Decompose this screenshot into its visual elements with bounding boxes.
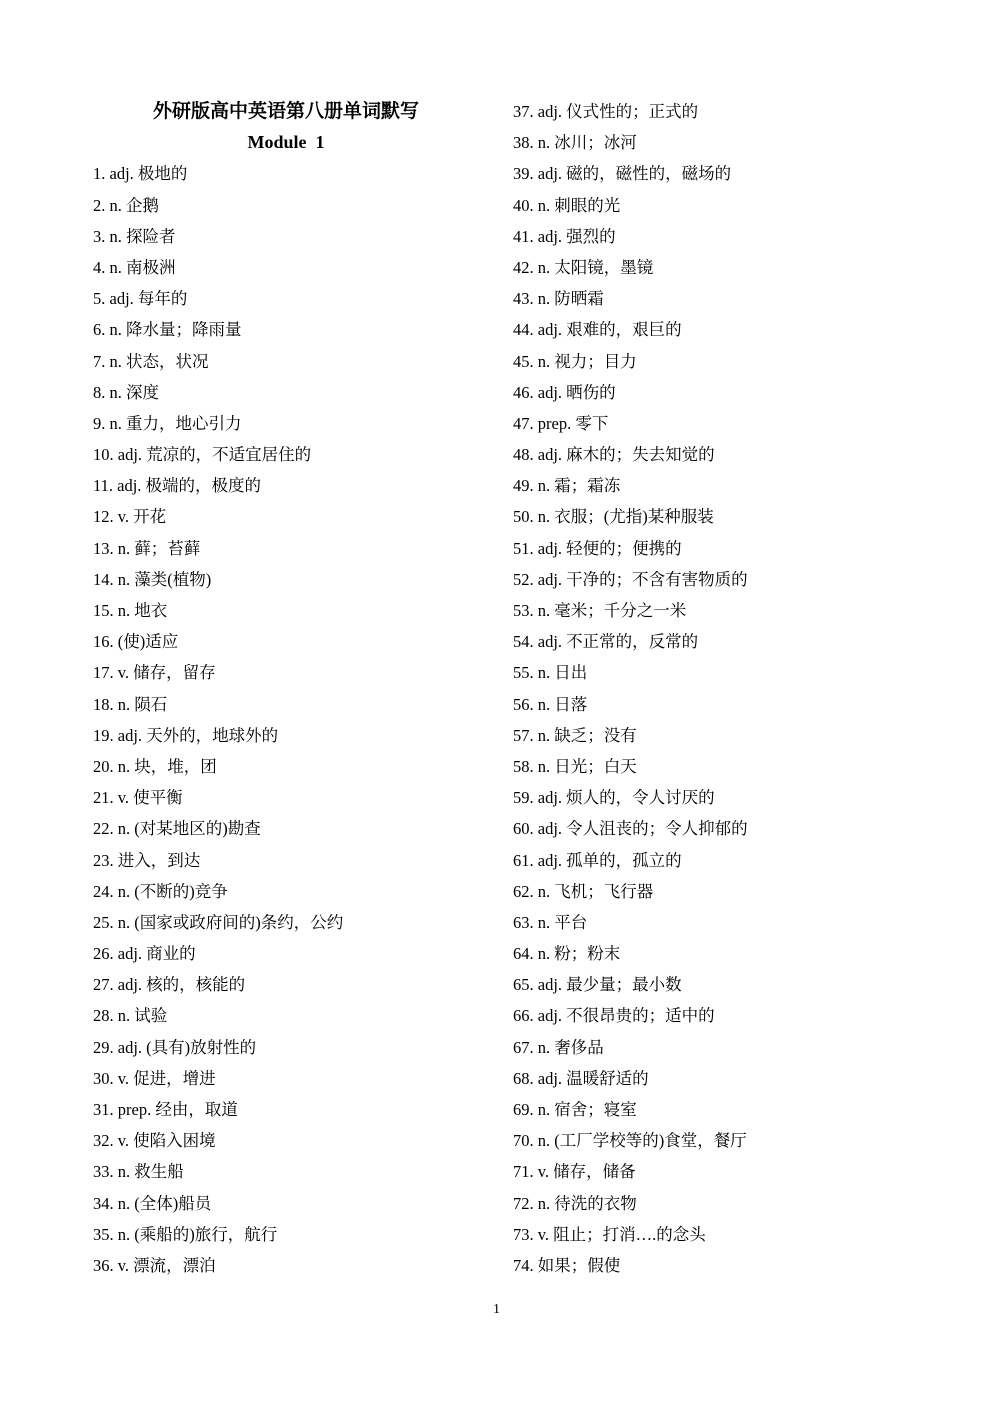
word-item: 32. v. 使陷入困境: [93, 1131, 216, 1151]
word-item: 28. n. 试验: [93, 1006, 168, 1026]
word-item: 23. 进入，到达: [93, 850, 201, 870]
word-item: 70. n. (工厂学校等的)食堂，餐厅: [513, 1131, 747, 1151]
word-item: 66. adj. 不很昂贵的；适中的: [513, 1006, 715, 1026]
word-item: 11. adj. 极端的，极度的: [93, 476, 262, 496]
word-item: 17. v. 储存，留存: [93, 663, 216, 683]
word-item: 29. adj. (具有)放射性的: [93, 1037, 257, 1057]
word-item: 24. n. (不断的)竞争: [93, 881, 228, 901]
word-item: 55. n. 日出: [513, 663, 588, 683]
word-item: 59. adj. 烦人的，令人讨厌的: [513, 788, 715, 808]
word-item: 48. adj. 麻木的；失去知觉的: [513, 445, 715, 465]
word-item: 47. prep. 零下: [513, 413, 609, 433]
word-item: 25. n. (国家或政府间的)条约，公约: [93, 912, 344, 932]
word-item: 37. adj. 仪式性的；正式的: [513, 102, 699, 121]
word-item: 64. n. 粉；粉末: [513, 944, 621, 964]
word-item: 7. n. 状态，状况: [93, 351, 209, 371]
word-item: 63. n. 平台: [513, 912, 588, 932]
word-item: 42. n. 太阳镜，墨镜: [513, 257, 654, 277]
word-item: 36. v. 漂流，漂泊: [93, 1255, 216, 1275]
word-item: 33. n. 救生船: [93, 1162, 184, 1182]
word-item: 31. prep. 经由，取道: [93, 1100, 238, 1119]
word-item: 4. n. 南极洲: [93, 257, 176, 277]
word-item: 20. n. 块，堆，团: [93, 756, 217, 776]
word-item: 18. n. 陨石: [93, 694, 168, 714]
right-column: [513, 96, 953, 1281]
word-item: 1. adj. 极地的: [93, 164, 188, 184]
word-item: 35. n. (乘船的)旅行，航行: [93, 1224, 278, 1244]
word-item: 50. n. 衣服；(尤指)某种服装: [513, 507, 714, 527]
word-item: 60. adj. 令人沮丧的；令人抑郁的: [513, 819, 748, 839]
word-item: 13. n. 藓；苔藓: [93, 538, 201, 558]
word-item: 73. v. 阻止；打消….的念头: [513, 1224, 706, 1244]
word-item: 68. adj. 温暖舒适的: [513, 1068, 649, 1088]
right-word-list: [513, 96, 953, 1281]
word-item: 61. adj. 孤单的，孤立的: [513, 850, 682, 870]
word-item: 21. v. 使平衡: [93, 788, 183, 808]
page-number: 1: [493, 1302, 500, 1317]
word-item: 30. v. 促进，增进: [93, 1068, 216, 1088]
word-item: 52. adj. 干净的；不含有害物质的: [513, 569, 748, 589]
word-item: 3. n. 探险者: [93, 226, 176, 246]
word-item: 58. n. 日光；白天: [513, 756, 637, 776]
word-item: 38. n. 冰川；冰河: [513, 133, 637, 153]
word-item: 12. v. 开花: [93, 507, 167, 527]
word-item: 19. adj. 天外的，地球外的: [93, 725, 279, 745]
word-item: 62. n. 飞机；飞行器: [513, 881, 654, 901]
left-word-list: [93, 158, 493, 1281]
word-item: 57. n. 缺乏；没有: [513, 725, 637, 745]
word-item: 39. adj. 磁的，磁性的，磁场的: [513, 164, 732, 184]
word-item: 15. n. 地衣: [93, 601, 168, 620]
word-item: 72. n. 待洗的衣物: [513, 1193, 637, 1213]
word-item: 8. n. 深度: [93, 382, 159, 402]
word-item: 6. n. 降水量；降雨量: [93, 320, 242, 340]
word-item: 5. adj. 每年的: [93, 289, 188, 309]
document-title: 外研版高中英语第八册单词默写: [152, 101, 419, 122]
word-item: 43. n. 防晒霜: [513, 289, 604, 309]
word-item: 49. n. 霜；霜冻: [513, 476, 621, 496]
word-item: 44. adj. 艰难的，艰巨的: [513, 320, 682, 340]
word-item: 71. v. 储存，储备: [513, 1162, 636, 1182]
word-item: 2. n. 企鹅: [93, 195, 159, 215]
word-item: 34. n. (全体)船员: [93, 1193, 212, 1213]
word-item: 69. n. 宿舍；寝室: [513, 1100, 637, 1119]
word-item: 51. adj. 轻便的；便携的: [513, 538, 682, 558]
module-heading: Module 1: [247, 132, 325, 153]
word-item: 40. n. 刺眼的光: [513, 195, 621, 215]
word-item: 27. adj. 核的，核能的: [93, 975, 246, 995]
word-item: 22. n. (对某地区的)勘查: [93, 819, 261, 839]
word-item: 53. n. 毫米；千分之一米: [513, 601, 687, 620]
word-item: 54. adj. 不正常的，反常的: [513, 632, 699, 652]
word-item: 46. adj. 晒伤的: [513, 382, 616, 402]
word-item: 26. adj. 商业的: [93, 944, 196, 964]
word-item: 16. (使)适应: [93, 632, 179, 652]
word-item: 45. n. 视力；目力: [513, 351, 637, 371]
word-item: 74. 如果；假使: [513, 1255, 621, 1275]
word-item: 10. adj. 荒凉的，不适宜居住的: [93, 445, 312, 465]
word-item: 65. adj. 最少量；最小数: [513, 975, 682, 995]
word-item: 56. n. 日落: [513, 694, 588, 714]
word-item: 9. n. 重力，地心引力: [93, 413, 242, 433]
left-column: [93, 96, 493, 1281]
word-item: 41. adj. 强烈的: [513, 226, 616, 246]
word-item: 14. n. 藻类(植物): [93, 569, 212, 589]
word-item: 67. n. 奢侈品: [513, 1037, 604, 1057]
